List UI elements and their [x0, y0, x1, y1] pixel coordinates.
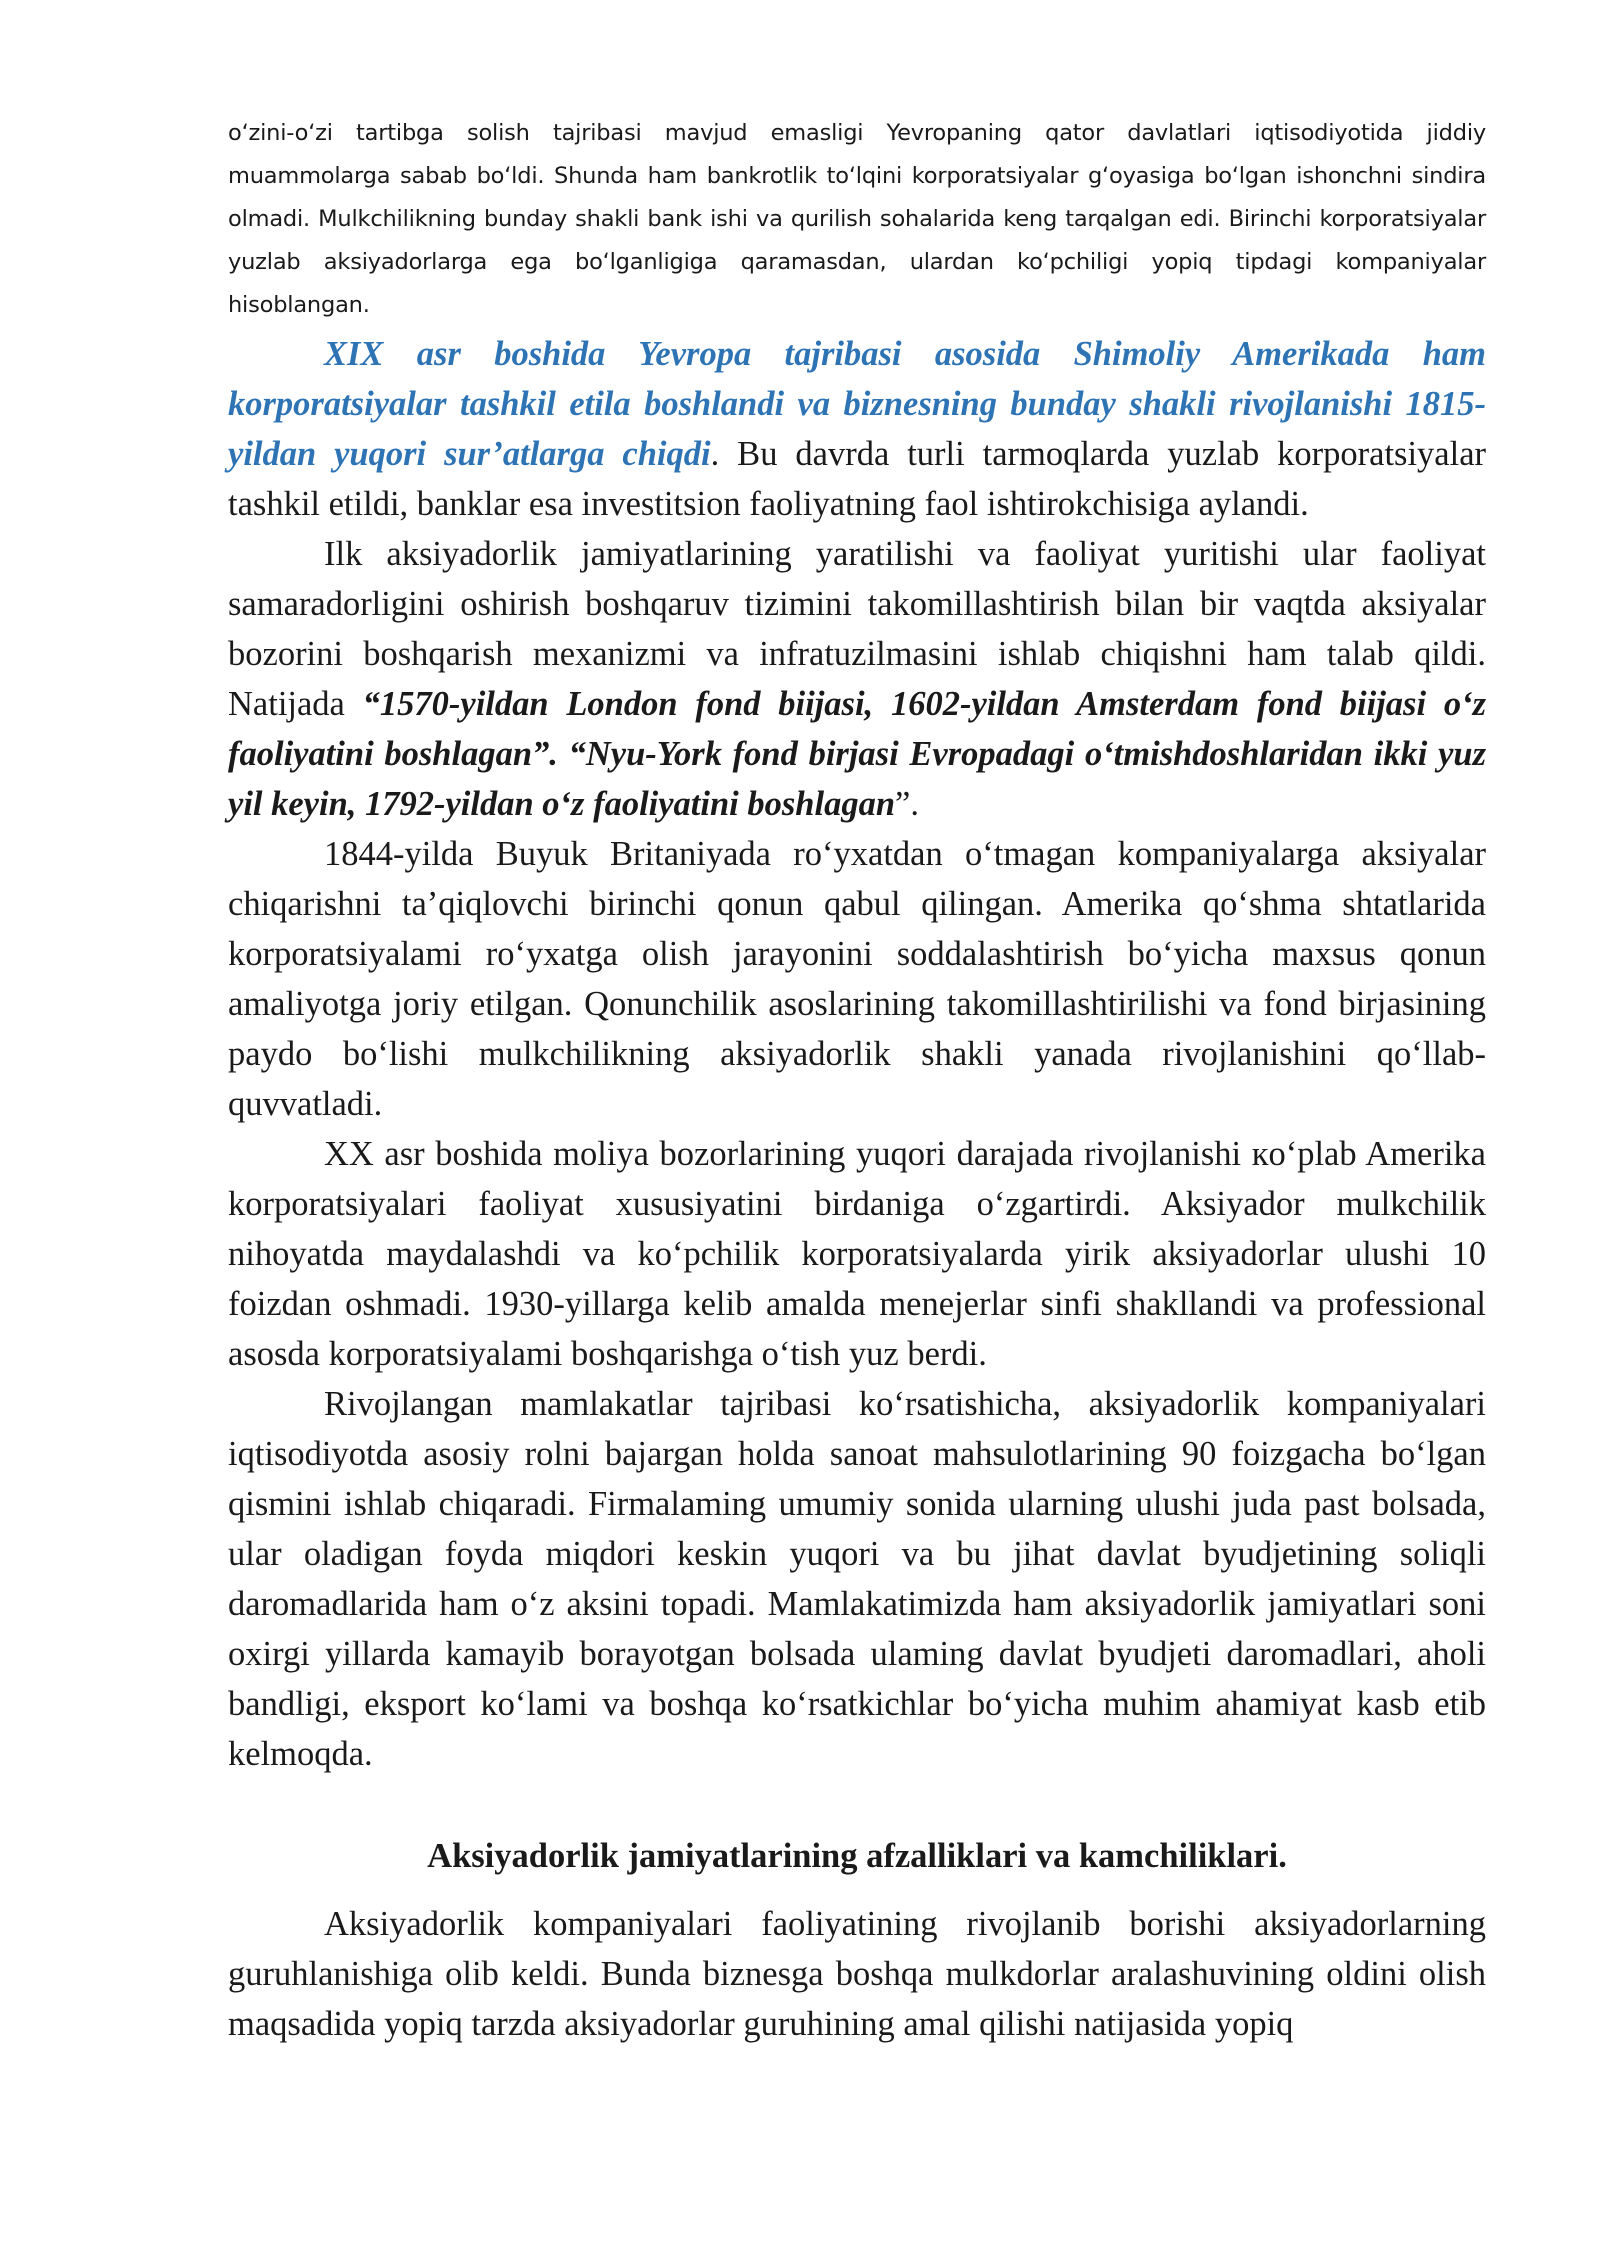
section-heading: Aksiyadorlik jamiyatlarining afzalliklari va kamchiliklari. [427, 1837, 1287, 1875]
paragraph-shareholder-groups: Aksiyadorlik kompaniyalari faoliyatining rivojlanib borishi aksiyadorlarning guruhlanishiga olib keldi. Bunda biznesga boshqa mulkdorlar aralashuvining oldini olish maqsadida yopiq tarzda aksiyadorlar guruhining amal qilishi natijasida yopiq [228, 1905, 1486, 2043]
quote-close: ”. [895, 785, 919, 823]
paragraph-continuation: . Bu davrda turli tarmoqlarda yuzlab korporatsiyalar tashkil etildi, banklar esa investitsion faoliyatning faol ishtirokchisiga aylandi. [228, 435, 1486, 523]
paragraph-lead: Ilk aksiyadorlik jamiyatlarining yaratilishi va faoliyat yuritishi ular faoliyat samaradorligini oshirish boshqaruv tizimini takomillashtirish bilan bir vaqtda aksiyalar bozorini boshqarish mexanizmi va infratuzilmasini ishlab chiqishni ham talab qildi. Natijada [228, 535, 1486, 723]
paragraph-stock-exchanges [228, 529, 1486, 829]
highlighted-statement: XIX asr boshida Yevropa tajribasi asosida Shimoliy Amerikada ham korporatsiyalar tashkil etila boshlandi va biznesning bunday shakli rivojlanishi 1815-yildan yuqori sur’atlarga chiqdi [228, 335, 1486, 473]
paragraph-twentieth-century: XX asr boshida moliya bozorlarining yuqori darajada rivojlanishi кo‘plab Amerika korporatsiyalari faoliyat xususiyatini birdaniga o‘zgartirdi. Aksiyador mulkchilik nihoyatda maydalashdi va ko‘pchilik korporatsiyalarda yirik aksiyadorlar ulushi 10 foizdan oshmadi. 1930-yillarga kelib amalda menejerlar sinfi shakllandi va professional asosda korporatsiyalami boshqarishga o‘tish yuz berdi. [228, 1135, 1486, 1373]
paragraph-north-america [228, 329, 1486, 529]
document-page [228, 112, 1486, 2049]
paragraph-developed-countries: Rivojlangan mamlakatlar tajribasi ko‘rsatishicha, aksiyadorlik kompaniyalari iqtisodiyotda asosiy rolni bajargan holda sanoat mahsulotlarining 90 foizgacha bo‘lgan qismini ishlab chiqaradi. Firmalaming umumiy sonida ularning ulushi juda past bolsada, ular oladigan foyda miqdori keskin yuqori va bu jihat davlat byudjetining soliqli daromadlarida ham o‘z aksini topadi. Mamlakatimizda ham aksiyadorlik jamiyatlari soni oxirgi yillarda kamayib borayotgan bolsada ulaming davlat byudjeti daromadlari, aholi bandligi, eksport ko‘lami va boshqa ko‘rsatkichlar bo‘yicha muhim ahamiyat kasb etib kelmoqda. [228, 1385, 1486, 1773]
paragraph-intro: o‘zini-o‘zi tartibga solish tajribasi mavjud emasligi Yevropaning qator davlatlari iqtisodiyotida jiddiy muammolarga sabab bo‘ldi. Shunda ham bankrotlik to‘lqini korporatsiyalar g‘oyasiga bo‘lgan ishonchni sindira olmadi. Mulkchilikning bunday shakli bank ishi va qurilish sohalarida keng tarqalgan edi. Birinchi korporatsiyalar yuzlab aksiyadorlarga ega bo‘lganligiga qaramasdan, ulardan ko‘pchiligi yopiq tipdagi kompaniyalar hisoblangan. [228, 120, 1486, 318]
exchange-quote: “1570-yildan London fond biijasi, 1602-yildan Amsterdam fond biijasi o‘z faoliyatini boshlagan”. “Nyu-York fond birjasi Evropadagi o‘tmishdoshlaridan ikki yuz yil keyin, 1792-yildan o‘z faoliyatini boshlagan [228, 685, 1487, 823]
paragraph-legislation: 1844-yilda Buyuk Britaniyada ro‘yxatdan o‘tmagan kompaniyalarga aksiyalar chiqarishni ta’qiqlovchi birinchi qonun qabul qilingan. Amerika qo‘shma shtatlarida korporatsiyalami ro‘yxatga olish jarayonini soddalashtirish bo‘yicha maxsus qonun amaliyotga joriy etilgan. Qonunchilik asoslarining takomillashtirilishi va fond birjasining paydo bo‘lishi mulkchilikning aksiyadorlik shakli yanada rivojlanishini qo‘llab-quvvatladi. [228, 835, 1486, 1123]
